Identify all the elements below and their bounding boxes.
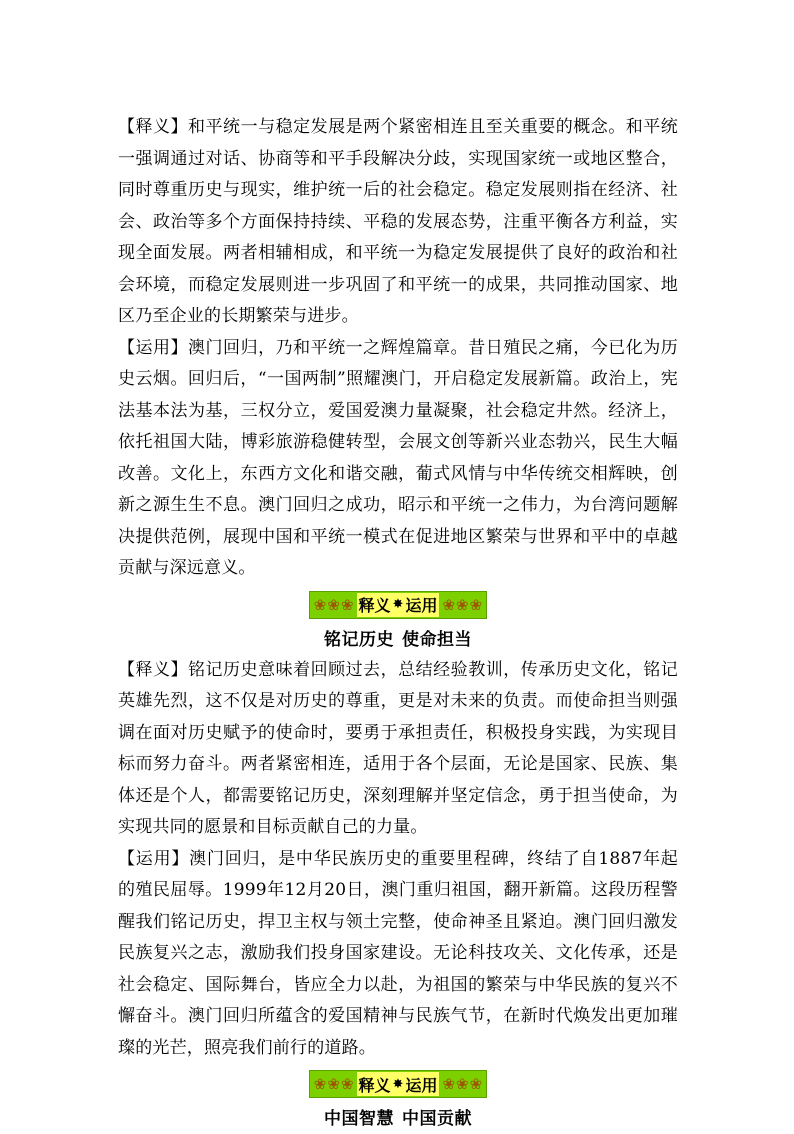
section2-heading: 铭记历史 使命担当: [324, 629, 472, 650]
palm-flower-icon: ❀: [469, 595, 483, 614]
section2-application: 【运用】澳门回归，是中华民族历史的重要里程碑，终结了自1887年起的殖民屈辱。1999年12月20日，澳门重归祖国，翻开新篇。这段历程警醒我们铭记历史，捍卫主权与领土完整，使命神圣且紧迫。澳门回归激发民族复兴之志，激励我们投身国家建设。无论科技攻关、文化传承，还是社会稳定、国际舞台，皆应全力以赴，为祖国的繁荣与中华民族的复兴不懈奋斗。澳门回归所蕴含的爱国精神与民族气节，在新时代焕发出更加璀璨的光芒，照亮我们前行的道路。: [118, 848, 678, 1058]
banner-1: [118, 591, 678, 621]
palm-flower-icon: ❀: [313, 595, 327, 614]
section3-heading: 中国智慧 中国贡献: [324, 1109, 472, 1129]
palm-flower-icon: ❀: [340, 595, 354, 614]
palm-flower-icon: ❀: [340, 1075, 354, 1093]
palm-flower-icon: ❀: [327, 595, 340, 614]
palm-flower-icon: ❀: [313, 1075, 327, 1093]
document-body: [118, 112, 678, 1134]
palm-flower-icon: ❀: [456, 595, 469, 614]
palm-flower-icon: ❀: [442, 595, 456, 614]
section1-application: 【运用】澳门回归，乃和平统一之辉煌篇章。昔日殖民之痛，今已化为历史云烟。回归后，“一国两制”照耀澳门，开启稳定发展新篇。政治上，宪法基本法为基，三权分立，爱国爱澳力量凝聚，社会稳定井然。经济上，依托祖国大陆，博彩旅游稳健转型，会展文创等新兴业态勃兴，民生大幅改善。文化上，东西方文化和谐交融，葡式风情与中华传统交相辉映，创新之源生生不息。澳门回归之成功，昭示和平统一之伟力，为台湾问题解决提供范例，展现中国和平统一模式在促进地区繁荣与世界和平中的卓越贡献与深远意义。: [118, 337, 678, 578]
banner-label: 释义 ✸ 运用: [357, 1072, 440, 1096]
section1-definition: 【释义】和平统一与稳定发展是两个紧密相连且至关重要的概念。和平统一强调通过对话、协商等和平手段解决分歧，实现国家统一或地区整合，同时尊重历史与现实，维护统一后的社会稳定。稳定发展则指在经济、社会、政治等多个方面保持持续、平稳的发展态势，注重平衡各方利益，实现全面发展。两者相辅相成，和平统一为稳定发展提供了良好的政治和社会环境，而稳定发展则进一步巩固了和平统一的成果，共同推动国家、地区乃至企业的长期繁荣与进步。: [118, 117, 678, 326]
star-icon: ✸: [392, 1076, 404, 1092]
star-icon: ✸: [392, 597, 404, 612]
banner-label: 释义 ✸ 运用: [357, 593, 440, 617]
section2-definition: 【释义】铭记历史意味着回顾过去，总结经验教训，传承历史文化，铭记英雄先烈，这不仅是对历史的尊重，更是对未来的负责。而使命担当则强调在面对历史赋予的使命时，要勇于承担责任，积极投身实践，为实现目标而努力奋斗。两者紧密相连，适用于各个层面，无论是国家、民族、集体还是个人，都需要铭记历史，深刻理解并坚定信念，勇于担当使命，为实现共同的愿景和目标贡献自己的力量。: [118, 659, 678, 837]
palm-flower-icon: ❀: [456, 1075, 469, 1093]
palm-flower-icon: ❀: [327, 1075, 340, 1093]
banner-2: [118, 1070, 678, 1100]
palm-flower-icon: ❀: [469, 1075, 483, 1093]
palm-flower-icon: ❀: [442, 1075, 456, 1093]
